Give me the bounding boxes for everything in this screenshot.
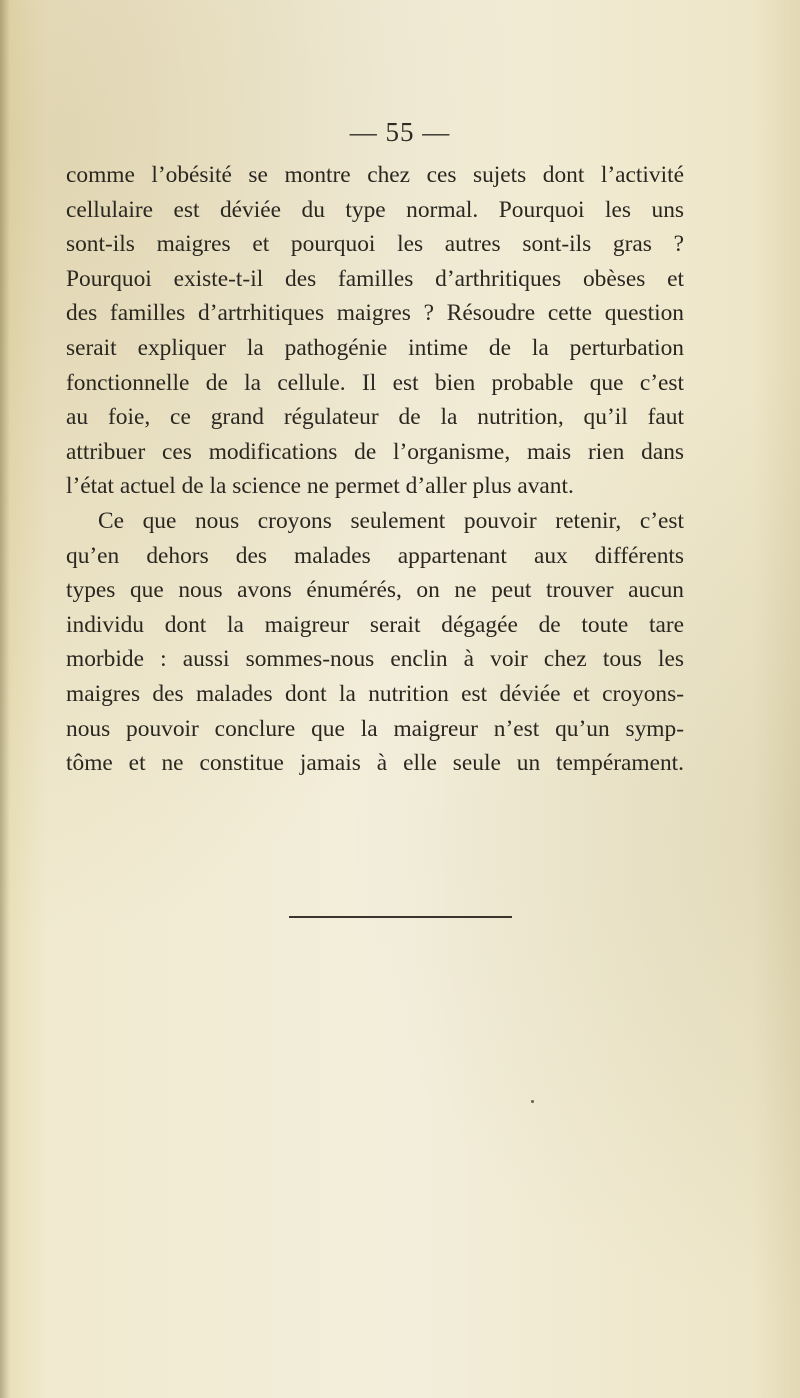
text-line: fonctionnelle de la cellule. Il est bien probable que c’est xyxy=(66,369,684,396)
text-line: au foie, ce grand régulateur de la nutrition, qu’il faut xyxy=(66,404,684,431)
page-number: — 55 — xyxy=(349,117,451,147)
text-line: Pourquoi existe-t-il des familles d’arthritiques obèses et xyxy=(66,265,684,292)
text-line: cellulaire est déviée du type normal. Pourquoi les uns xyxy=(66,196,684,223)
text-line: tôme et ne constitue jamais à elle seule un tempérament. xyxy=(66,750,684,777)
text-line: maigres des malades dont la nutrition est déviée et croyons- xyxy=(66,680,684,707)
text-line: individu dont la maigreur serait dégagée de toute tare xyxy=(66,611,684,638)
text-line: Ce que nous croyons seulement pouvoir retenir, c’est xyxy=(98,507,684,534)
page-edge-shadow xyxy=(0,0,10,1398)
text-line: types que nous avons énumérés, on ne peut trouver aucun xyxy=(66,577,684,604)
text-line: serait expliquer la pathogénie intime de la perturbation xyxy=(66,334,684,361)
text-line: nous pouvoir conclure que la maigreur n’est qu’un symp- xyxy=(66,715,684,742)
text-line: sont-ils maigres et pourquoi les autres sont-ils gras ? xyxy=(66,231,684,258)
text-line: des familles d’artrhitiques maigres ? Résoudre cette question xyxy=(66,300,684,327)
body-text xyxy=(66,158,684,781)
text-line: comme l’obésité se montre chez ces sujets dont l’activité xyxy=(66,162,684,188)
text-line: l’état actuel de la science ne permet d’aller plus avant. xyxy=(66,473,574,500)
paper-speck xyxy=(531,1100,534,1103)
section-divider xyxy=(289,916,512,918)
text-line: attribuer ces modifications de l’organisme, mais rien dans xyxy=(66,438,684,465)
text-line: morbide : aussi sommes-nous enclin à voir chez tous les xyxy=(66,646,684,673)
text-line: qu’en dehors des malades appartenant aux différents xyxy=(66,542,684,569)
